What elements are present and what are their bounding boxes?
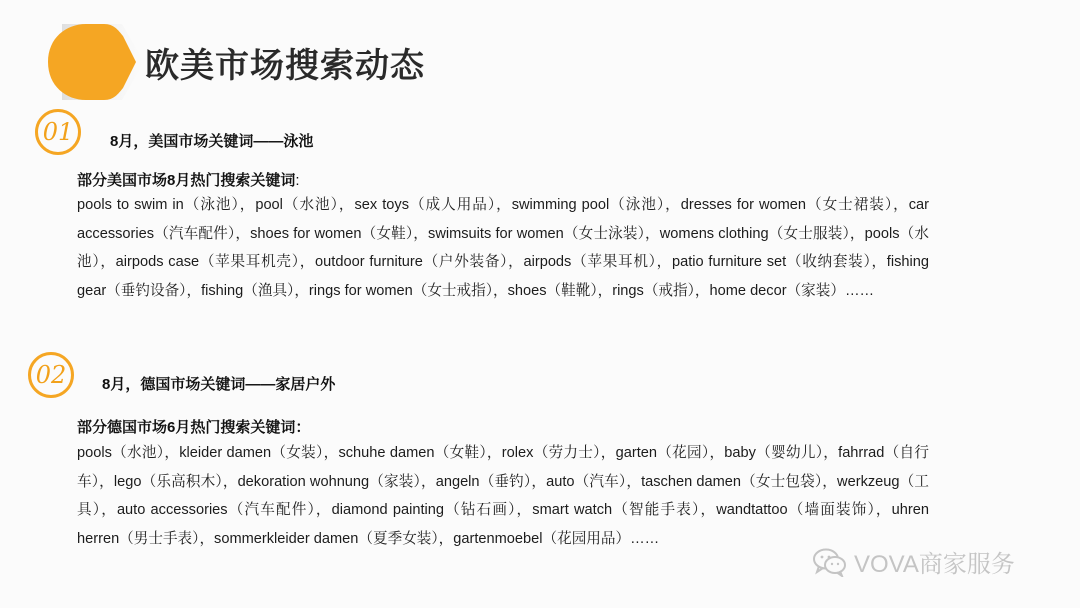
keyword-paragraph: pools to swim in（泳池），pool（水池），sex toys（成人用品），swimming pool（泳池），dresses for women（女士裙装），car accessories（汽车配件），shoes for women（女鞋），swimsuits for women（女士泳装），womens clothing（女士服装），pools（水池），airpods case（苹果耳机壳），outdoor furniture（户外装备），airpods（苹果耳机），patio furniture set（收纳套装），fishing gear（垂钓设备），fishing（渔具），rings for women（女士戒指），shoes（鞋靴），rings（戒指），home decor（家装）…… xyxy=(77,197,929,299)
watermark-text: VOVA商家服务 xyxy=(854,551,1015,578)
section-heading: 8月，德国市场关键词——家居户外 xyxy=(102,376,336,393)
section-number: 01 xyxy=(42,118,74,146)
subheading-colon: : xyxy=(295,172,300,189)
title-decoration-shape xyxy=(44,22,144,102)
section-subheading xyxy=(77,416,310,437)
watermark xyxy=(812,544,1015,579)
subheading-text: 部分美国市场8月热门搜索关键词 xyxy=(77,172,296,189)
section-number: 02 xyxy=(35,361,67,389)
page-title: 欧美市场搜索动态 xyxy=(145,46,425,86)
section-subheading xyxy=(77,169,300,190)
wechat-icon xyxy=(812,547,848,577)
subheading-text: 部分德国市场6月热门搜索关键词： xyxy=(77,419,311,436)
keyword-paragraph: pools（水池），kleider damen（女装），schuhe damen（女鞋），rolex（劳力士），garten（花园），baby（婴幼儿），fahrrad（自行车），lego（乐高积木），dekoration wohnung（家装），angeln（垂钓），auto（汽车），taschen damen（女士包袋），werkzeug（工具），auto accessories（汽车配件），diamond painting（钻石画），smart watch（智能手表），wandtattoo（墙面装饰），uhren herren（男士手表），sommerkleider damen（夏季女装），gartenmoebel（花园用品）…… xyxy=(77,445,929,547)
section-heading: 8月，美国市场关键词——泳池 xyxy=(110,133,314,150)
